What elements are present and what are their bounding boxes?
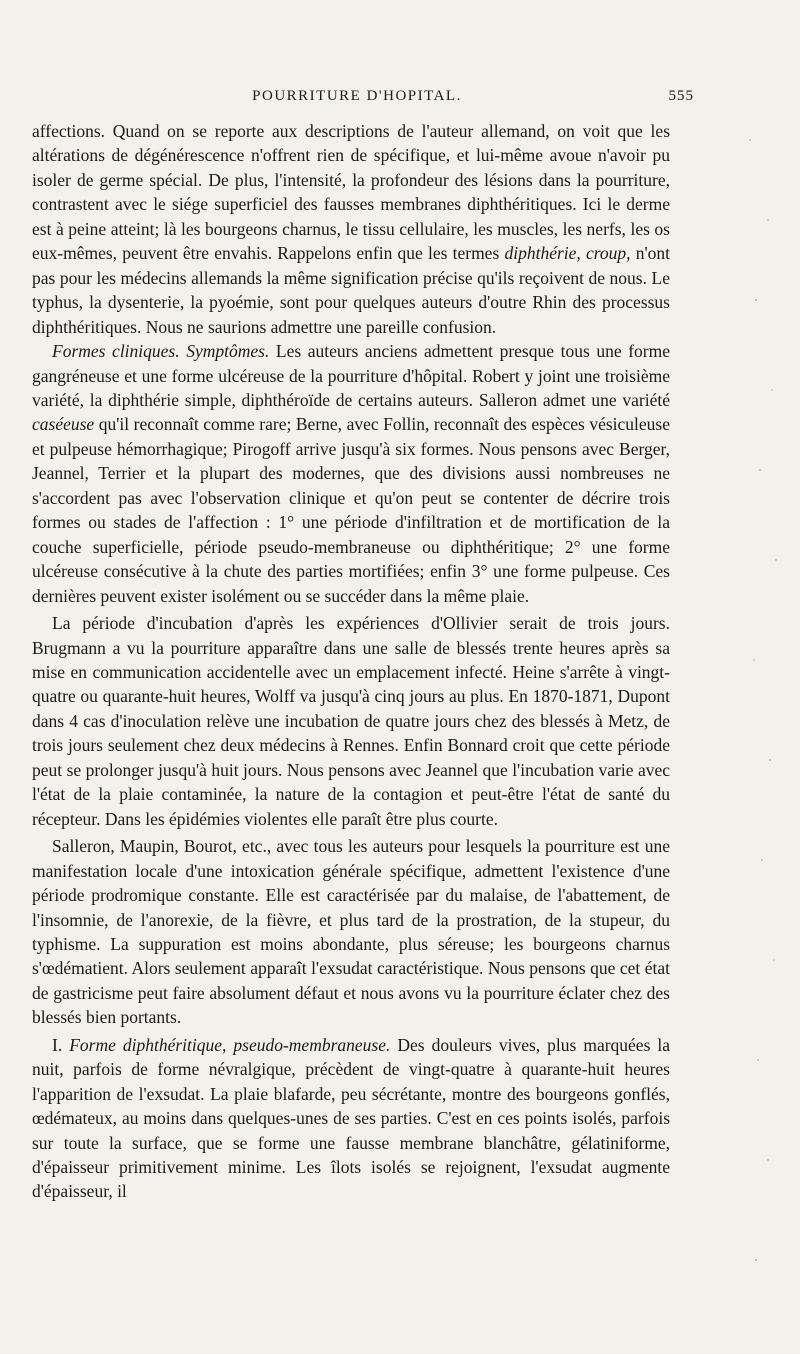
term-croup: croup, [585,243,631,264]
running-header [32,88,694,112]
section-number: I. [52,1034,63,1055]
paragraph-2-text-b: qu'il reconnaît comme rare; Berne, avec Follin, reconnaît des espèces vésiculeuse et pulpeuse hémorrhagique; Pirogoff arrive jusqu'à six formes. Nous pensons avec Berger, Jeannel, Terrier et la plupart des modernes, que des divisions aussi nombreuses ne s'accordent pas avec l'observation clinique et qu'on peut se contenter de décrire trois formes ou stades de l'affection : 1° une période d'infiltration et de mortification de la couche superficielle, période pseudo-membraneuse ou diphthéritique; 2° une forme ulcéreuse consécutive à la chute des parties mortifiées; enfin 3° une forme pulpeuse. Ces dernières peuvent exister isolément ou se succéder dans la même plaie. [32,414,671,606]
body-text [32,119,670,1204]
section-heading-forme-diphtheritique: Forme diphthéritique, pseudo-membraneuse. [69,1034,391,1055]
paragraph-1 [32,119,670,339]
section-heading-formes: Formes cliniques. Symptômes. [52,341,270,362]
paragraph-3: La période d'incubation d'après les expériences d'Ollivier serait de trois jours. Brugmann a vu la pourriture apparaître dans une salle de blessés trente heures après sa mise en communication accidentelle avec un emplacement infecté. Heine s'arrête à vingt-quatre ou quarante-huit heures, Wolff va jusqu'à cinq jours au plus. En 1870-1871, Dupont dans 4 cas d'inoculation relève une incubation de quatre jours chez des blessés à Metz, de trois jours seulement chez deux médecins à Rennes. Enfin Bonnard croit que cette période peut se prolonger jusqu'à huit jours. Nous pensons avec Jeannel que l'incubation varie avec l'état de la plaie contaminée, la nature de la contagion et peut-être l'état de santé du récepteur. Dans les épidémies violentes elle paraît être plus courte. [32,613,670,829]
paragraph-4: Salleron, Maupin, Bourot, etc., avec tous les auteurs pour lesquels la pourriture est une manifestation locale d'une intoxication générale spécifique, admettent l'existence d'une période prodromique constante. Elle est caractérisée par du malaise, de l'abattement, de l'insomnie, de l'anorexie, de la fièvre, et plus tard de la prostration, de la stupeur, du typhisme. La suppuration est moins abondante, plus séreuse; les bourgeons charnus s'œdématient. Alors seulement apparaît l'exsudat caractéristique. Nous pensons que cet état de gastricisme peut faire absolument défaut et nous avons vu la pourriture éclater chez des blessés bien portants. [32,836,670,1028]
paragraph-5-text: Des douleurs vives, plus marquées la nuit, parfois de forme névralgique, précèdent de vingt-quatre à quarante-huit heures l'apparition de l'exsudat. La plaie blafarde, peu sécrétante, montre des bourgeons gonflés, œdémateux, au moins dans quelques-unes de ses parties. C'est en ces points isolés, parfois sur toute la surface, que se forme une fausse membrane blanchâtre, gélatiniforme, d'épaisseur primitivement minime. Les îlots isolés se rejoignent, l'exsudat augmente d'épaisseur, il [32,1034,671,1202]
paragraph-1-rest: n'ont pas pour les médecins allemands la même signification précise qu'ils reçoivent de nous. Le typhus, la dysenterie, la pyoémie, sont pour quelques auteurs d'outre Rhin des processus diphthéritiques. Nous ne saurions admettre une pareille confusion. [32,243,671,337]
page-edge-specks [710,0,800,1354]
page-number: 555 [668,88,694,104]
term-diphtherie: diphthérie, [504,243,581,264]
paragraph-1-text: affections. Quand on se reporte aux descriptions de l'auteur allemand, on voit que les altérations de dégénérescence n'offrent rien de spécifique, et lui-même avoue n'avoir pu isoler de germe spécial. De plus, l'intensité, la profondeur des lésions dans la pourriture, contrastent avec le siége superficiel des fausses membranes diphthéritiques. Ici le derme est à peine atteint; là les bourgeons charnus, le tissu cellulaire, les muscles, les nerfs, les os eux-mêmes, peuvent être envahis. Rappelons enfin que les termes [32,121,670,264]
paragraph-2 [32,339,670,608]
paragraph-5 [32,1033,670,1204]
running-title: POURRITURE D'HOPITAL. [252,88,462,104]
paragraph-2-text-a: Les auteurs anciens admettent presque tous une forme gangréneuse et une forme ulcéreuse de la pourriture d'hôpital. Robert y joint une troisième variété, la diphthérie simple, diphthéroïde de certains auteurs. Salleron admet une variété [32,341,670,410]
term-caseeuse: caséeuse [32,414,95,435]
